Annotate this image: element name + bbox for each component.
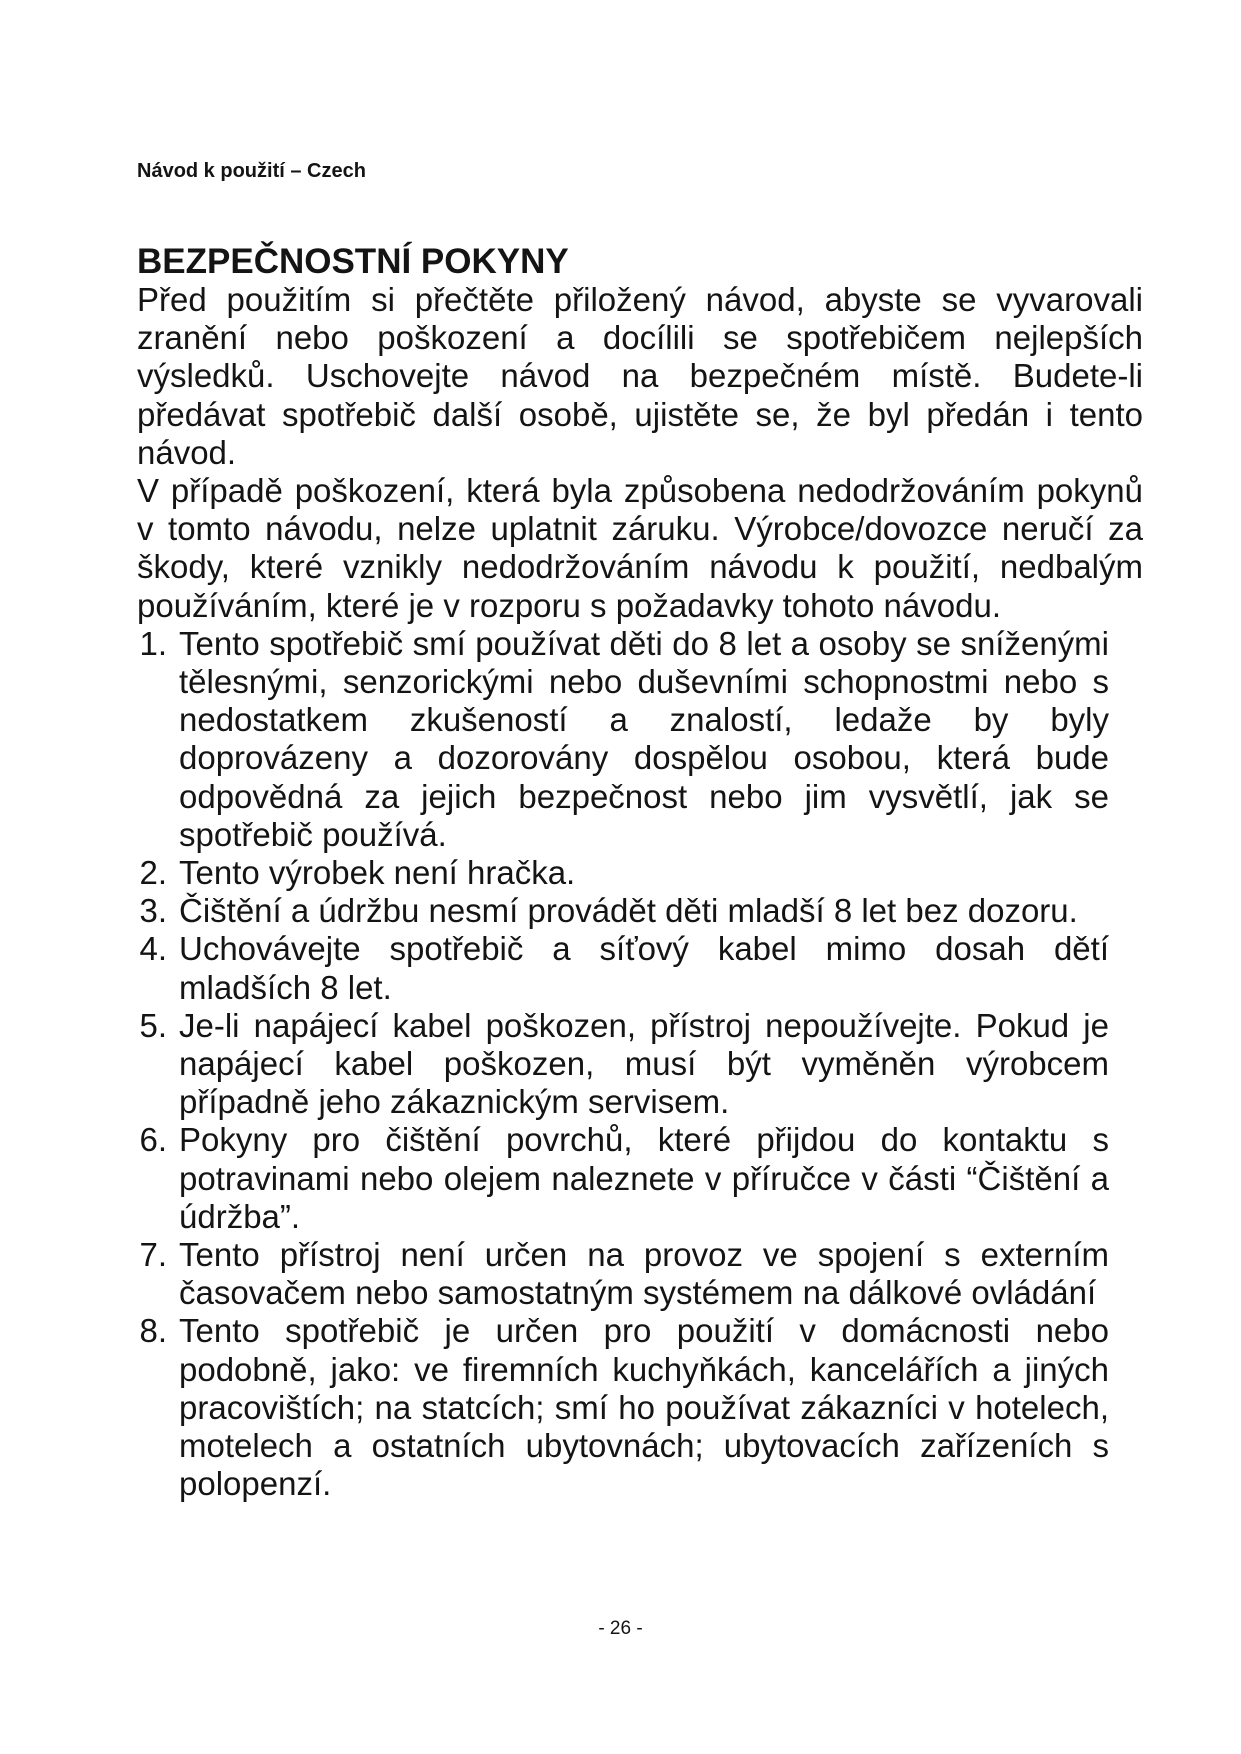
safety-rule xyxy=(137,1236,1109,1312)
rule-number: 3. xyxy=(139,892,167,930)
intro-paragraph: V případě poškození, která byla způsobena nedodržováním pokynů v tomto návodu, nelze uplatnit záruku. Výrobce/dovozce neručí za škody, které vznikly nedodržováním návodu k použití, nedbalým používáním, které je v rozporu s požadavky tohoto návodu. xyxy=(137,472,1143,624)
rule-text: Tento spotřebič smí používat děti do 8 let a osoby se sníženými tělesnými, senzorickými nebo duševními schopnostmi nebo s nedostatkem zkušeností a znalostí, ledaže by byly doprovázeny a dozorovány dospělou osobou, která bude odpovědná za jejich bezpečnost nebo jim vysvětlí, jak se spotřebič používá. xyxy=(179,624,1109,853)
rule-text: Uchovávejte spotřebič a síťový kabel mimo dosah dětí mladších 8 let. xyxy=(179,930,1109,1006)
rule-text: Pokyny pro čištění povrchů, které přijdou do kontaktu s potravinami nebo olejem naleznete v příručce v části “Čištění a údržba”. xyxy=(179,1121,1109,1235)
rule-number: 1. xyxy=(139,624,167,662)
rule-text: Tento výrobek není hračka. xyxy=(179,854,576,892)
document-body xyxy=(137,243,1143,1504)
rule-number: 5. xyxy=(139,1006,167,1044)
safety-rule xyxy=(137,625,1109,854)
intro-paragraph: Před použitím si přečtěte přiložený návod, abyste se vyvarovali zranění nebo poškození a docílili se spotřebičem nejlepších výsledků. Uschovejte návod na bezpečném místě. Budete-li předávat spotřebič další osobě, ujistěte se, že byl předán i tento návod. xyxy=(137,281,1143,471)
rule-number: 8. xyxy=(139,1312,167,1350)
rule-text: Tento spotřebič je určen pro použití v domácnosti nebo podobně, jako: ve firemních kuchyňkách, kancelářích a jiných pracovištích; na statcích; smí ho používat zákazníci v hotelech, motelech a ostatních ubytovnách; ubytovacích zařízeních s polopenzí. xyxy=(179,1312,1109,1503)
rule-text: Tento přístroj není určen na provoz ve spojení s externím časovačem nebo samostatným systémem na dálkové ovládání xyxy=(179,1236,1109,1312)
rule-number: 6. xyxy=(139,1121,167,1159)
section-title: BEZPEČNOSTNÍ POKYNY xyxy=(137,242,569,281)
rule-text: Je-li napájecí kabel poškozen, přístroj nepoužívejte. Pokud je napájecí kabel poškozen, musí být vyměněn výrobcem případně jeho zákaznickým servisem. xyxy=(179,1006,1109,1121)
safety-rule xyxy=(137,1007,1109,1122)
safety-rule xyxy=(137,892,1109,930)
intro-text xyxy=(137,281,1143,625)
safety-rule xyxy=(137,1312,1109,1503)
safety-rule xyxy=(137,854,1109,892)
safety-rule xyxy=(137,930,1109,1006)
page-number: - 26 - xyxy=(598,1618,643,1639)
rule-number: 4. xyxy=(139,930,167,968)
safety-rule xyxy=(137,1121,1109,1236)
document-header: Návod k použití – Czech xyxy=(137,160,366,182)
safety-rules-list xyxy=(137,625,1143,1504)
rule-number: 2. xyxy=(139,854,167,892)
rule-text: Čištění a údržbu nesmí provádět děti mladší 8 let bez dozoru. xyxy=(179,892,1078,930)
rule-number: 7. xyxy=(139,1236,167,1274)
